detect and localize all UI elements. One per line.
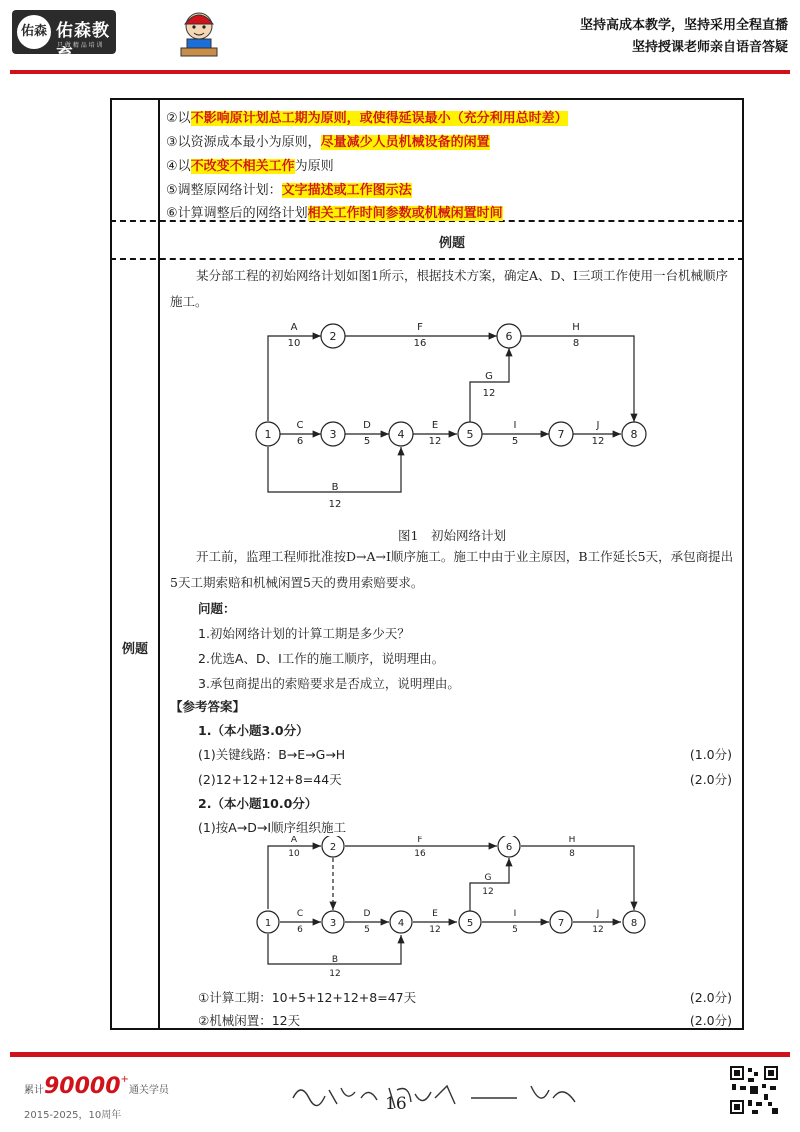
node-label: 4 — [397, 428, 405, 441]
activity-duration: 12 — [329, 969, 341, 978]
activity-duration: 5 — [511, 436, 519, 447]
activity-name: G — [484, 873, 492, 883]
answer-score: (2.0分) — [689, 772, 732, 787]
problem-description: 开工前，监理工程师批准按D→A→I顺序施工。施工中由于业主原因，B工作延长5天，承包商提出5天工期索赔和机械闲置5天的费用索赔要求。 — [170, 549, 734, 590]
anniversary-text: 2015-2025，10周年 — [24, 1110, 122, 1121]
side-label: 例题 — [121, 642, 148, 657]
question-item: 2.优选A、D、I工作的施工顺序，说明理由。 — [198, 651, 445, 666]
figure-caption: 图1 初始网络计划 — [398, 528, 506, 543]
logo-subtitle: 只 做 精 品 培 训 — [57, 42, 103, 49]
activity-duration: 12 — [428, 436, 442, 447]
activity-name: D — [363, 420, 371, 431]
activity-name: G — [485, 371, 493, 382]
activity-duration: 10 — [288, 849, 300, 859]
activity-duration: 6 — [296, 436, 304, 447]
footer-divider — [10, 1052, 790, 1057]
activity-name: J — [596, 420, 600, 431]
activity-duration: 12 — [429, 925, 441, 935]
arrow-G — [470, 348, 509, 422]
slogan-line-2: 坚持授课老师亲自语音答疑 — [631, 40, 788, 55]
activity-name: E — [432, 909, 438, 919]
activity-name: E — [431, 420, 439, 431]
principle-item: ⑥计算调整后的网络计划相关工作时间参数或机械闲置时间 — [166, 206, 503, 221]
section-title: 例题 — [438, 236, 465, 251]
activity-duration: 10 — [287, 338, 301, 349]
answer-q2-title: 2.（本小题10.0分） — [198, 796, 318, 811]
logo-seal: 佑森 — [17, 15, 51, 49]
node-label: 5 — [466, 918, 474, 929]
problem-intro: 某分部工程的初始网络计划如图1所示，根据技术方案，确定A、D、I三项工作使用一台机械顺序施工。 — [170, 268, 728, 309]
brand-logo — [12, 10, 116, 66]
answer-title: 【参考答案】 — [170, 699, 246, 714]
activity-name: H — [568, 836, 576, 845]
questions-title: 问题： — [198, 601, 236, 616]
activity-duration: 6 — [297, 925, 303, 935]
node-label: 3 — [329, 428, 337, 441]
node-label: 1 — [264, 918, 272, 929]
question-item: 3.承包商提出的索赔要求是否成立，说明理由。 — [198, 676, 460, 691]
page-header — [0, 0, 800, 66]
network-diagram-adjusted — [250, 836, 660, 978]
activity-duration: 12 — [328, 499, 342, 510]
node-label: 8 — [630, 918, 638, 929]
node-label: 5 — [466, 428, 474, 441]
answer-line: (2)12+12+12+8=44天 — [198, 772, 342, 787]
activity-duration: 16 — [414, 849, 426, 859]
principle-item: ③以资源成本最小为原则，尽量减少人员机械设备的闲置 — [166, 135, 490, 150]
principle-item: ④以不改变不相关工作为原则 — [166, 159, 334, 174]
arrow-G — [470, 858, 509, 911]
activity-name: C — [296, 909, 304, 919]
node-label: 3 — [329, 918, 337, 929]
row-divider — [110, 258, 744, 260]
node-label: 2 — [329, 330, 337, 343]
slogan-line-1: 坚持高成本教学，坚持采用全程直播 — [579, 18, 788, 33]
activity-name: J — [596, 909, 600, 919]
network-diagram-initial — [250, 318, 660, 518]
node-label: 1 — [264, 428, 272, 441]
activity-name: B — [331, 482, 339, 493]
learner-count: 累计90000+通关学员 — [24, 1074, 169, 1099]
node-label: 7 — [557, 428, 565, 441]
activity-name: A — [290, 836, 298, 845]
answer-line: (1)按A→D→I顺序组织施工 — [198, 820, 347, 835]
node-label: 8 — [630, 428, 638, 441]
activity-duration: 12 — [591, 436, 605, 447]
page-number: 16 — [385, 1094, 407, 1114]
activity-duration: 16 — [413, 338, 427, 349]
activity-duration: 12 — [482, 887, 494, 897]
logo-text: 佑森教育 — [56, 21, 110, 66]
answer-line: ②机械闲置：12天 — [198, 1013, 301, 1028]
arrow-H — [521, 846, 634, 910]
activity-name: D — [363, 909, 371, 919]
header-divider — [10, 70, 790, 74]
activity-duration: 8 — [572, 338, 580, 349]
activity-name: B — [331, 955, 339, 965]
answer-line: ①计算工期：10+5+12+12+8=47天 — [198, 990, 417, 1005]
activity-duration: 8 — [569, 849, 575, 859]
activity-name: F — [417, 836, 423, 845]
activity-duration: 5 — [364, 925, 370, 935]
answer-score: (2.0分) — [689, 990, 732, 1005]
node-label: 6 — [505, 842, 513, 853]
activity-name: H — [572, 322, 580, 333]
answer-line: (1)关键线路：B→E→G→H — [198, 747, 346, 762]
node-label: 7 — [557, 918, 565, 929]
qr-code-icon — [728, 1064, 780, 1116]
mascot-icon — [176, 10, 222, 58]
answer-q1-title: 1.（本小题3.0分） — [198, 723, 309, 738]
activity-name: A — [290, 322, 298, 333]
activity-name: I — [513, 909, 517, 919]
activity-duration: 5 — [363, 436, 371, 447]
node-label: 4 — [397, 918, 405, 929]
activity-name: I — [513, 420, 517, 431]
activity-duration: 12 — [482, 388, 496, 399]
node-label: 6 — [505, 330, 513, 343]
activity-name: F — [417, 322, 423, 333]
activity-duration: 5 — [512, 925, 518, 935]
answer-score: (1.0分) — [689, 747, 732, 762]
handwritten-motto-signature — [285, 1068, 585, 1122]
activity-name: C — [296, 420, 304, 431]
answer-score: (2.0分) — [689, 1013, 732, 1028]
question-item: 1.初始网络计划的计算工期是多少天？ — [198, 626, 410, 641]
principle-item: ⑤调整原网络计划：文字描述或工作图示法 — [166, 183, 412, 198]
activity-duration: 12 — [592, 925, 604, 935]
node-label: 2 — [329, 842, 337, 853]
principle-item: ②以不影响原计划总工期为原则，或使得延误最小（充分利用总时差） — [166, 111, 568, 126]
